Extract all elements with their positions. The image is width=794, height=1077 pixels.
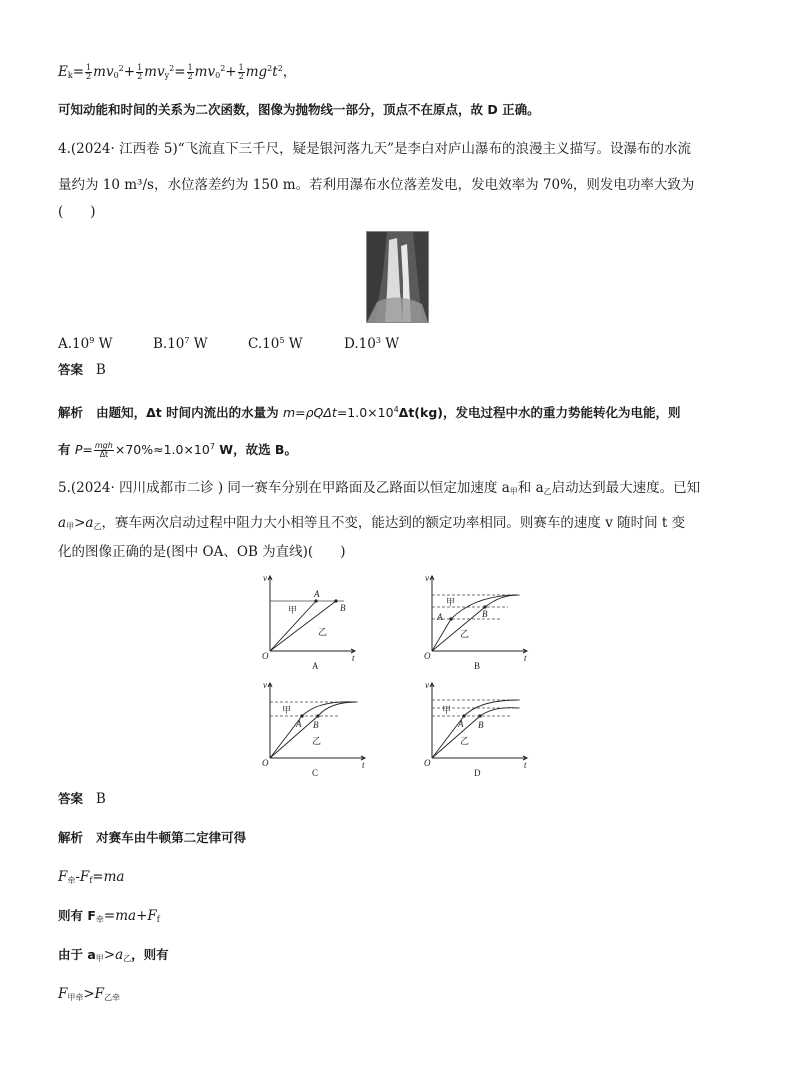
point-b-label: B — [313, 720, 319, 730]
q5-equation-4: $F_{甲牵}>F_{乙牵}$ — [58, 986, 121, 1002]
q4-option-c[interactable]: $C.10^5$ W — [248, 336, 303, 352]
origin-label: O — [424, 651, 431, 661]
origin-label: O — [424, 758, 431, 768]
point-b-label: B — [482, 609, 488, 619]
graph-name: D — [474, 768, 481, 776]
q5-answer: 答案 B — [58, 791, 106, 807]
yi-label: 乙 — [312, 736, 322, 746]
jia-label: 甲 — [282, 705, 292, 715]
q4-stem-line2: 量约为 10 m³/s，水位落差约为 150 m。若利用瀑布水位落差发电，发电效率为 70%，则发电功率大致为 — [58, 177, 695, 193]
yi-label: 乙 — [460, 629, 470, 639]
point-a-label: A — [437, 612, 443, 622]
q4-option-a[interactable]: $A.10^9$ W — [58, 336, 113, 352]
q5-stem-line2: $a_甲>a_乙$，赛车两次启动过程中阻力大小相等且不变，能达到的额定功率相同。则赛车的速度 v 随时间 t 变 — [58, 515, 686, 531]
graph-d[interactable] — [420, 680, 530, 776]
q5-equation-1: $F_牵-F_f=ma$ — [58, 869, 125, 885]
q4-stem-line3: ( ) — [58, 204, 96, 220]
yi-label: 乙 — [460, 736, 470, 746]
q4-option-b[interactable]: $B.10^7$ W — [153, 336, 208, 352]
point-a-label: A — [296, 719, 302, 729]
q4-stem-line1: 4.(2024· 江西卷 5)“飞流直下三千尺，疑是银河落九天”是李白对庐山瀑布的浪漫主义描写。设瀑布的水流 — [58, 141, 692, 157]
yi-label: 乙 — [318, 627, 328, 637]
v-axis-label: v — [425, 573, 429, 583]
t-axis-label: t — [524, 653, 527, 663]
q5-analysis: 解析 对赛车由牛顿第二定律可得 — [58, 830, 247, 845]
origin-label: O — [262, 651, 269, 661]
point-b-label: B — [478, 720, 484, 730]
waterfall-photo — [366, 231, 429, 323]
graph-name: C — [312, 768, 319, 776]
q5-equation-3: 由于 $a_甲>a_乙$，则有 — [58, 947, 169, 963]
point-a-label: A — [458, 719, 464, 729]
q4-analysis-line1: 解析 由题知，Δt 时间内流出的水量为 $m=\rho Q\Delta t=1.0\times 10^4\Delta t(kg)$，发电过程中水的重力势能转化为电能，则 — [58, 405, 681, 420]
v-axis-label: v — [263, 573, 267, 583]
graph-a[interactable] — [258, 573, 358, 669]
q5-equation-2: 则有 $F_牵=ma+F_f$ — [58, 908, 160, 924]
jia-label: 甲 — [446, 597, 456, 607]
kinetic-energy-formula: $E_k=$ $\frac{1}{2}$ $mv_0^2+$ $\frac{1}{2}$ $mv_y^2=$ $\frac{1}{2}$ $mv_0^2+$ $\frac{1}{2}$ $mg^2t^2$， — [58, 63, 297, 81]
q5-stem-line1: 5.(2024· 四川成都市二诊 ) 同一赛车分别在甲路面及乙路面以恒定加速度 $a_甲$和 $a_乙$启动达到最大速度。已知 — [58, 480, 701, 496]
t-axis-label: t — [362, 760, 365, 770]
jia-label: 甲 — [442, 705, 452, 715]
point-b-label: B — [340, 603, 346, 613]
graph-name: A — [312, 661, 319, 669]
v-axis-label: v — [425, 680, 429, 690]
t-axis-label: t — [352, 653, 355, 663]
graph-b[interactable] — [420, 573, 530, 669]
t-axis-label: t — [524, 760, 527, 770]
q4-analysis-line2: 有 P= $\frac{\text{mgh}}{\Delta t}$ $\times 70\%\approx 1.0\times 10^7$ W，故选 B。 — [58, 441, 297, 459]
jia-label: 甲 — [288, 605, 298, 615]
point-a-label: A — [314, 589, 320, 599]
q4-option-d[interactable]: $D.10^3$ W — [344, 336, 400, 352]
q4-answer: 答案 B — [58, 362, 106, 378]
v-axis-label: v — [263, 680, 267, 690]
graph-name: B — [474, 661, 481, 669]
origin-label: O — [262, 758, 269, 768]
graph-c[interactable] — [258, 680, 368, 776]
q5-stem-line3: 化的图像正确的是(图中 OA、OB 为直线)( ) — [58, 544, 346, 560]
conclusion-text: 可知动能和时间的关系为二次函数，图像为抛物线一部分，顶点不在原点，故 D 正确。 — [58, 102, 540, 117]
